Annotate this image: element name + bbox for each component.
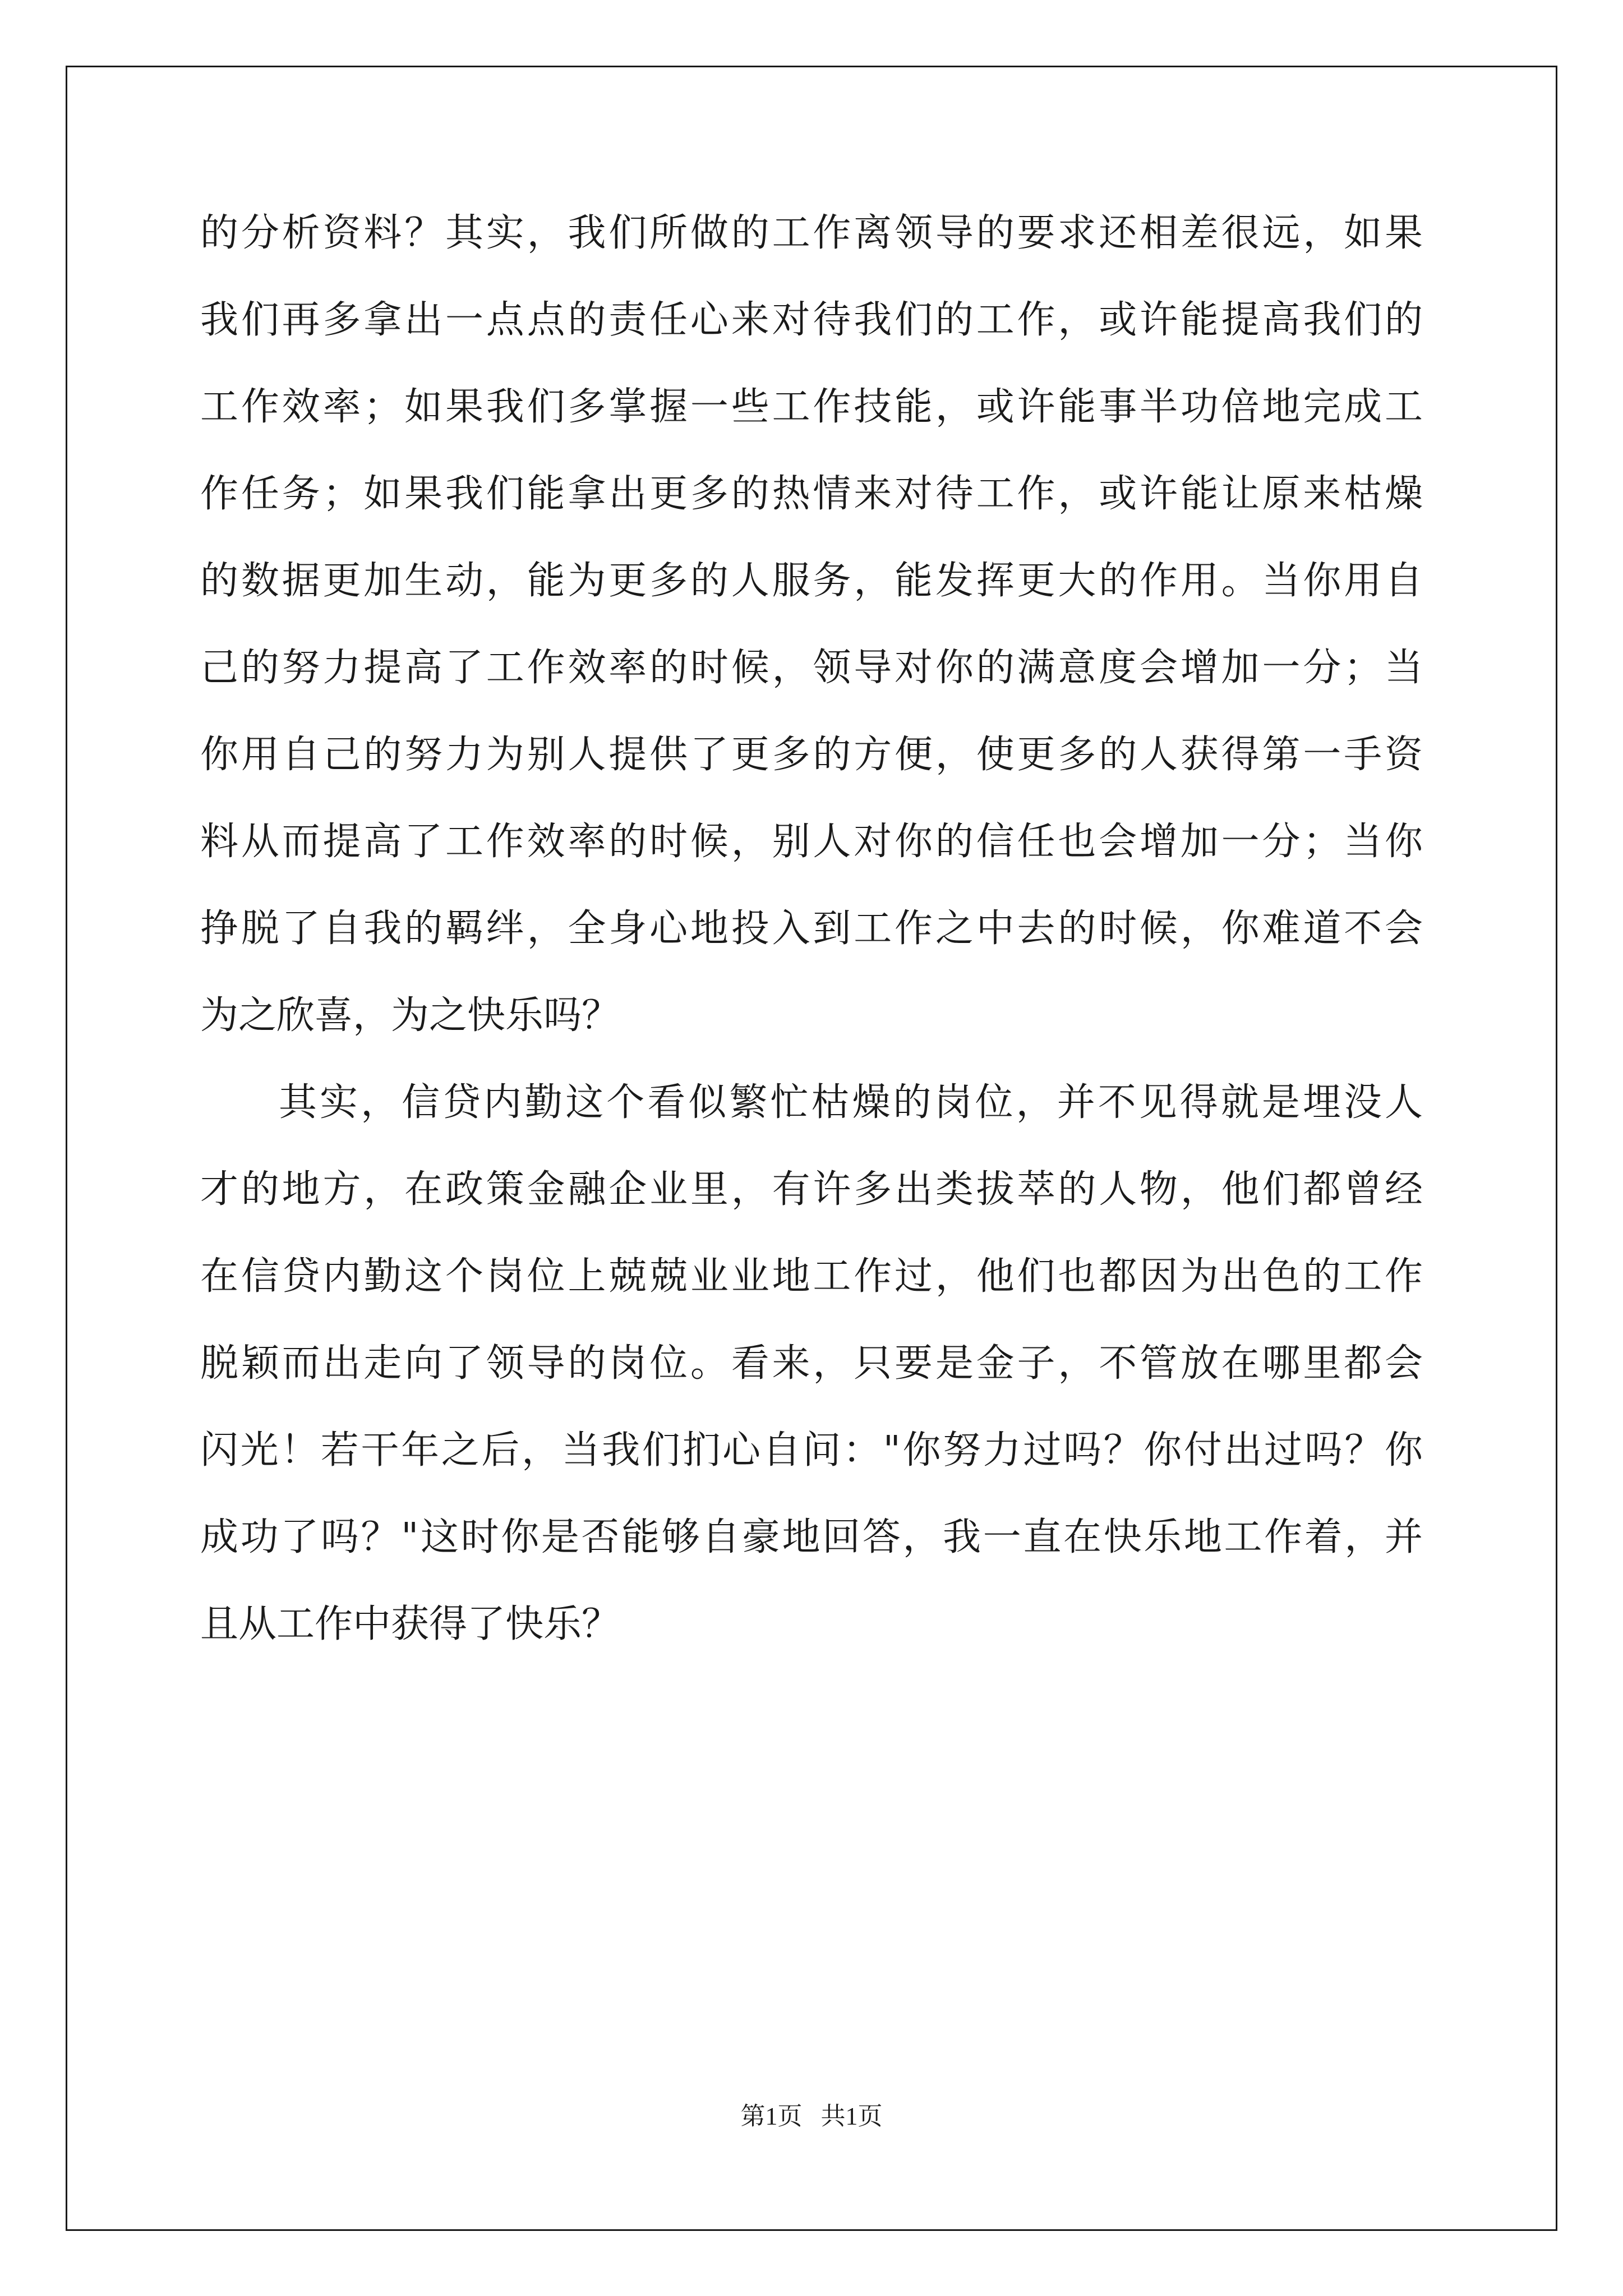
text-line: 的分析资料？其实，我们所做的工作离领导的要求还相差很远，如果 [200,211,1423,255]
text-line: 才的地方，在政策金融企业里，有许多出类拔萃的人物，他们都曾经 [200,1167,1423,1212]
text-line: 成功了吗？"这时你是否能够自豪地回答，我一直在快乐地工作着，并 [200,1515,1423,1559]
text-line: 工作效率；如果我们多掌握一些工作技能，或许能事半功倍地完成工 [200,385,1423,429]
text-line: 的数据更加生动，能为更多的人服务，能发挥更大的作用。当你用自 [200,559,1423,603]
page-number-footer: 第1页 共1页 [740,2102,883,2130]
text-line: 在信贷内勤这个岗位上兢兢业业地工作过，他们也都因为出色的工作 [200,1254,1423,1299]
text-line: 闪光！若干年之后，当我们扪心自问："你努力过吗？你付出过吗？你 [200,1428,1423,1473]
text-line: 脱颖而出走向了领导的岗位。看来，只要是金子，不管放在哪里都会 [200,1341,1423,1386]
text-line: 作任务；如果我们能拿出更多的热情来对待工作，或许能让原来枯燥 [200,472,1423,516]
text-line: 我们再多拿出一点点的责任心来对待我们的工作，或许能提高我们的 [200,298,1423,342]
text-line: 其实，信贷内勤这个看似繁忙枯燥的岗位，并不见得就是埋没人 [279,1080,1423,1125]
text-line: 挣脱了自我的羁绊，全身心地投入到工作之中去的时候，你难道不会 [200,907,1423,951]
text-line: 己的努力提高了工作效率的时候，领导对你的满意度会增加一分；当 [200,646,1423,690]
text-line: 料从而提高了工作效率的时候，别人对你的信任也会增加一分；当你 [200,820,1423,864]
text-line: 你用自己的努力为别人提供了更多的方便，使更多的人获得第一手资 [200,733,1423,777]
text-line: 为之欣喜，为之快乐吗？ [200,993,620,1038]
text-line: 且从工作中获得了快乐？ [200,1602,620,1646]
